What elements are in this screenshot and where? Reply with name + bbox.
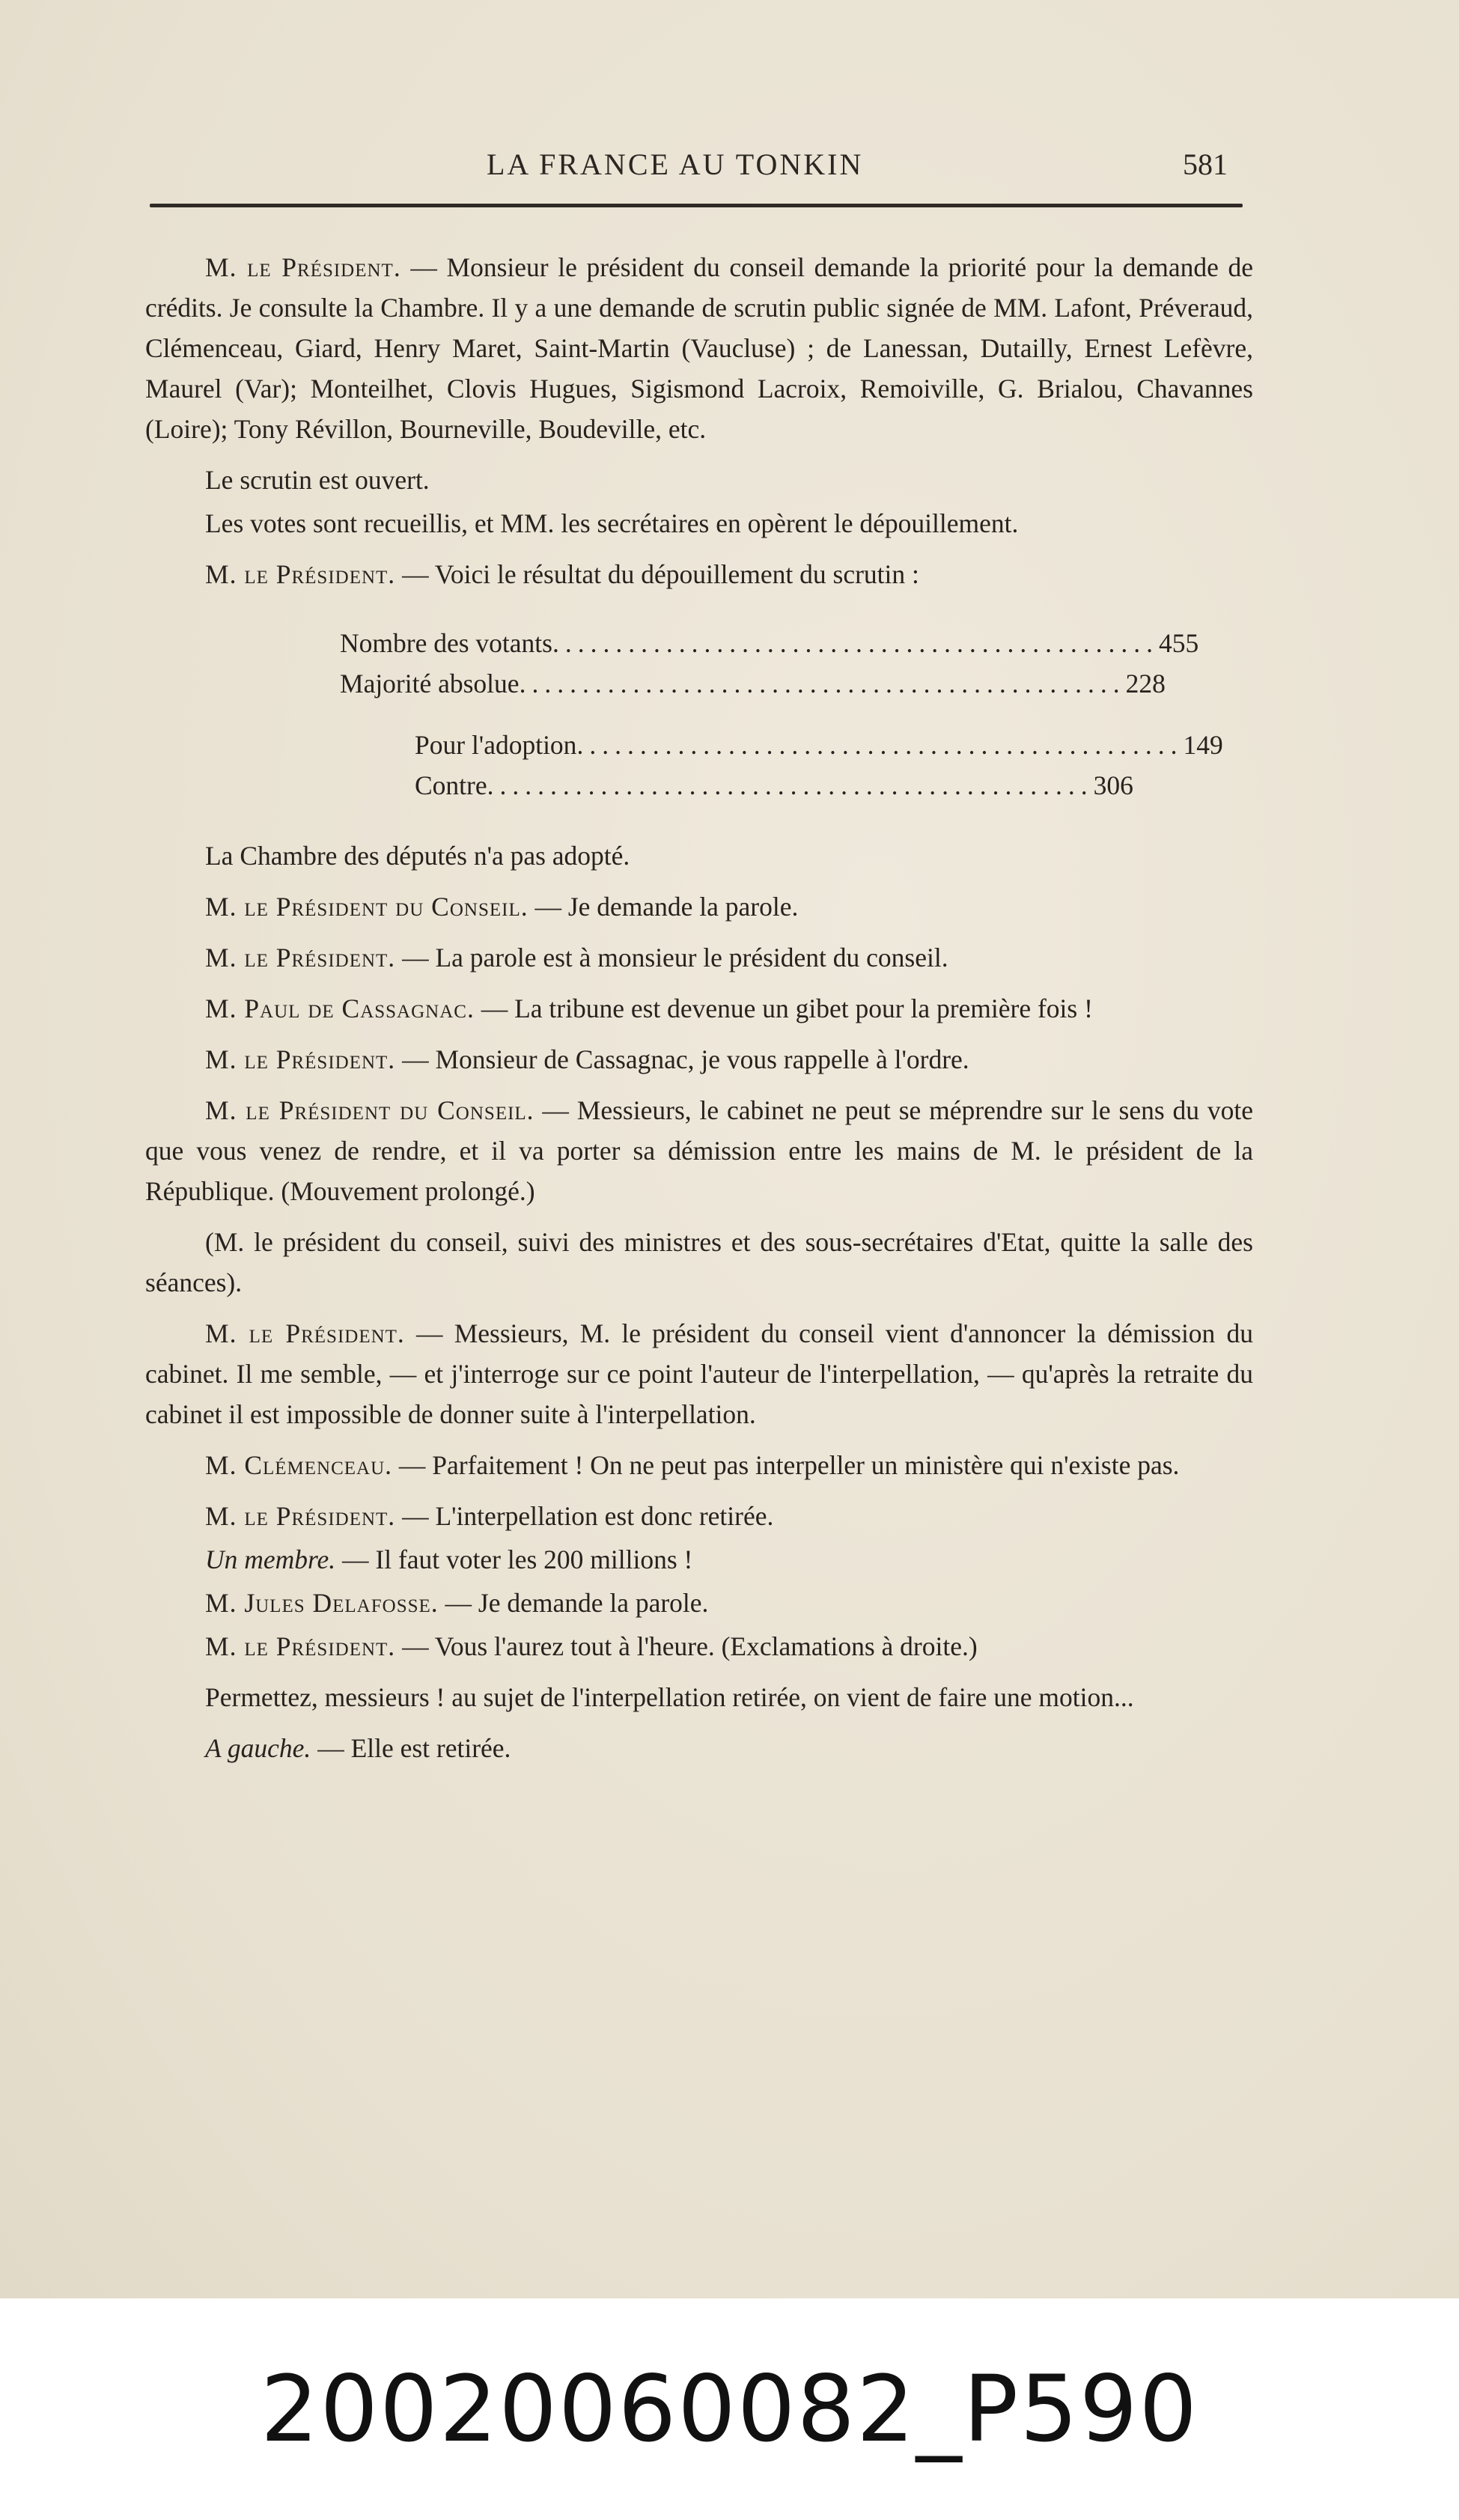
- paragraph: [145, 988, 1253, 1029]
- speech-text: — Il faut voter les 200 millions !: [335, 1544, 693, 1574]
- speech-text: — L'interpellation est donc retirée.: [395, 1501, 774, 1531]
- paragraph: [145, 1728, 1253, 1768]
- paragraph: [145, 247, 1253, 449]
- speech-text: — Messieurs, M. le président du conseil vient d'annoncer la démission du cabinet. Il me semble, — et j'interroge sur ce point l'auteur de l'interpellation, — qu'après la retraite du cabinet il est impossible de donner suite à l'interpellation.: [145, 1318, 1253, 1429]
- speaker: M. le Président.: [205, 1501, 396, 1531]
- speaker: Un membre.: [205, 1544, 336, 1574]
- paragraph: [145, 1313, 1253, 1434]
- paragraph: [145, 1583, 1253, 1623]
- speaker: M. le Président.: [205, 1631, 396, 1661]
- page-body: [145, 247, 1253, 1779]
- paragraph: [145, 1090, 1253, 1211]
- header-rule: [150, 204, 1243, 207]
- paragraph: [145, 1496, 1253, 1536]
- document-id-label: 20020060082_P590: [260, 2356, 1199, 2462]
- speech-text: — La parole est à monsieur le président du conseil.: [395, 943, 948, 973]
- vote-row-majorite: Majorité absolue ................................................ 228: [340, 663, 1088, 704]
- paragraph: [145, 937, 1253, 978]
- paragraph: [145, 1039, 1253, 1080]
- speaker: M. le Président.: [205, 1044, 396, 1074]
- speaker: M. le Président.: [205, 559, 396, 589]
- speech-text: — Messieurs, le cabinet ne peut se méprendre sur le sens du vote que vous venez de rendre, et il va porter sa démission entre les mains de M. le président de la République. (Mouvement prolongé.): [145, 1095, 1254, 1206]
- speech-text: — Elle est retirée.: [311, 1733, 511, 1763]
- speaker: M. Paul de Cassagnac.: [205, 993, 475, 1023]
- vote-results: [145, 623, 1253, 806]
- speech-text: — Voici le résultat du dépouillement du scrutin :: [395, 559, 919, 589]
- paragraph: Les votes sont recueillis, et MM. les secrétaires en opèrent le dépouillement.: [205, 508, 1019, 538]
- speech-text: — Je demande la parole.: [438, 1588, 709, 1618]
- speaker: M. le Président.: [205, 943, 396, 973]
- page-number: 581: [1183, 147, 1228, 181]
- running-title: LA FRANCE AU TONKIN: [487, 147, 864, 181]
- speech-text: — Monsieur de Cassagnac, je vous rappelle à l'ordre.: [395, 1044, 969, 1074]
- running-header: [150, 147, 1228, 192]
- paragraph: Le scrutin est ouvert.: [205, 465, 430, 495]
- paragraph: [145, 1539, 1253, 1580]
- paragraph: [145, 1626, 1253, 1667]
- dot-leader: ................................................: [487, 770, 1094, 800]
- vote-row-votants: Nombre des votants ................................................ 455: [340, 623, 1088, 663]
- speech-text: — Monsieur le président du conseil demande la priorité pour la demande de crédits. Je consulte la Chambre. Il y a une demande de scrutin public signée de MM. Lafont, Préveraud, Clémenceau, Giard, Henry Maret, Saint-Martin (Vaucluse) ; de Lanessan, Dutailly, Ernest Lefèvre, Maurel (Var); Monteilhet, Clovis Hugues, Sigismond Lacroix, Remoiville, G. Brialou, Chavannes (Loire); Tony Révillon, Bourneville, Boudeville, etc.: [145, 252, 1253, 444]
- speech-text: — Parfaitement ! On ne peut pas interpeller un ministère qui n'existe pas.: [392, 1450, 1180, 1480]
- dot-leader: ................................................: [552, 628, 1159, 658]
- dot-leader: ................................................: [519, 669, 1126, 699]
- speaker: M. Clémenceau.: [205, 1450, 393, 1480]
- speaker: M. le Président du Conseil.: [205, 1095, 534, 1125]
- speaker: A gauche.: [205, 1733, 311, 1763]
- paragraph: La Chambre des députés n'a pas adopté.: [205, 841, 630, 871]
- paragraph: (M. le président du conseil, suivi des ministres et des sous-secrétaires d'Etat, quitte la salle des séances).: [145, 1227, 1253, 1297]
- vote-row-contre: Contre ................................................ 306: [415, 765, 1014, 806]
- speaker: M. le Président du Conseil.: [205, 892, 529, 922]
- vote-row-pour: Pour l'adoption ................................................ 149: [415, 725, 1014, 765]
- paragraph: Permettez, messieurs ! au sujet de l'interpellation retirée, on vient de faire une motion...: [205, 1682, 1134, 1712]
- speaker: M. le Président.: [205, 252, 401, 282]
- paragraph: [145, 1445, 1253, 1485]
- dot-leader: ................................................: [576, 730, 1184, 760]
- speech-text: — Je demande la parole.: [528, 892, 799, 922]
- paragraph: [145, 554, 1253, 594]
- paragraph: [145, 886, 1253, 927]
- speaker: M. Jules Delafosse.: [205, 1588, 439, 1618]
- speech-text: — La tribune est devenue un gibet pour la première fois !: [474, 993, 1093, 1023]
- speaker: M. le Président.: [205, 1318, 405, 1348]
- speech-text: — Vous l'aurez tout à l'heure. (Exclamations à droite.): [395, 1631, 978, 1661]
